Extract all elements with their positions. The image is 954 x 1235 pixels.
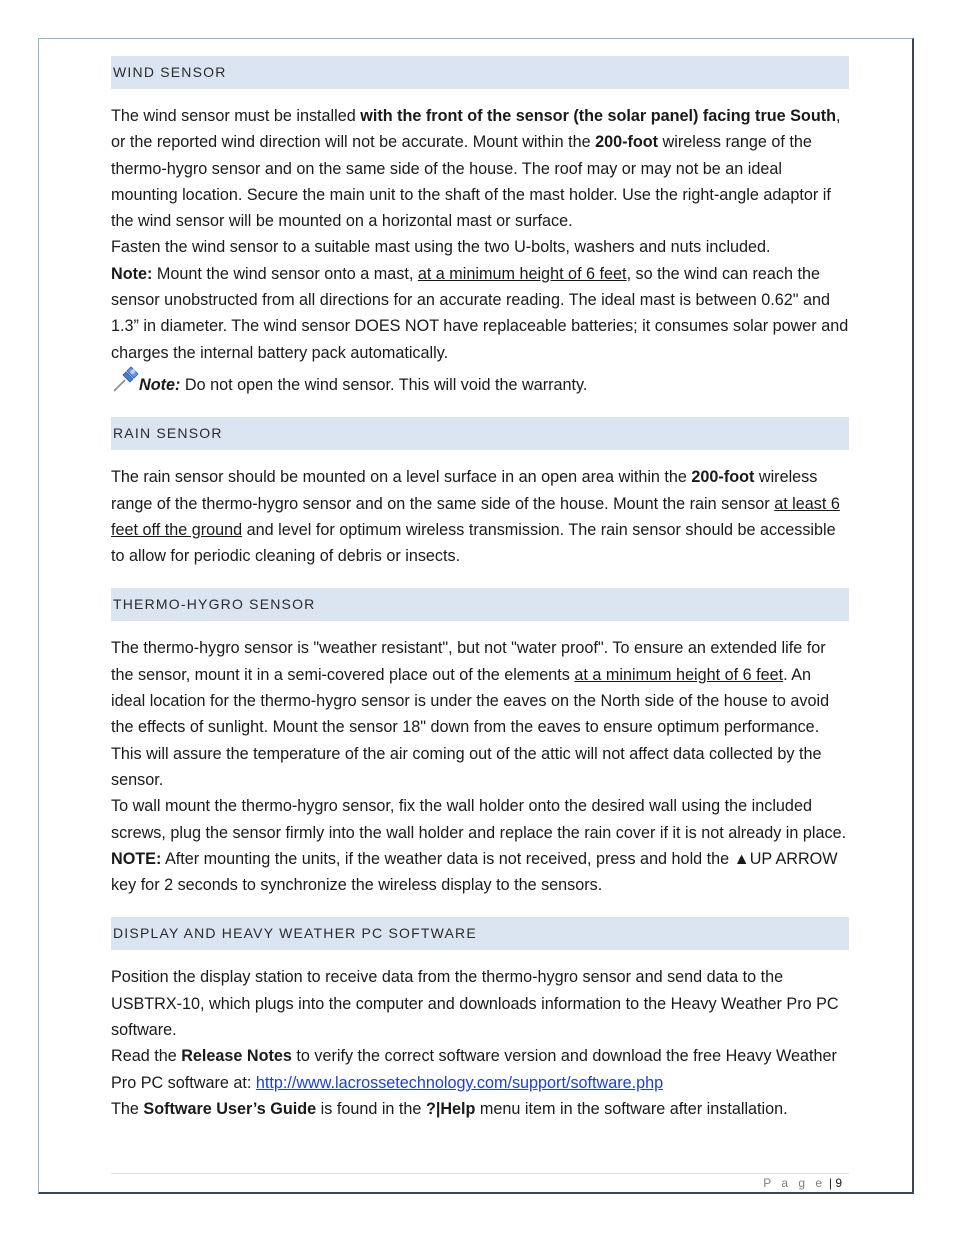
text-run: Do not open the wind sensor. This will void the warranty. (180, 375, 588, 394)
bold-run: with the front of the sensor (the solar panel) facing true South (360, 107, 836, 125)
underlined-run: at least 6 feet off the ground (111, 494, 840, 539)
software-download-link[interactable]: http://www.lacrossetechnology.com/support/software.php (255, 1073, 664, 1092)
text-run: wireless range of the thermo-hygro sensor and on the same side of the house. Mount the rain sensor (111, 468, 818, 513)
text-run: The wind sensor must be installed (111, 107, 361, 125)
page-number: 9 (835, 1176, 842, 1190)
thermo-paragraph-2 (111, 793, 849, 898)
text-run: The (111, 1099, 144, 1118)
warranty-note (111, 372, 849, 398)
section-heading-display-software: DISPLAY AND HEAVY WEATHER PC SOFTWARE (111, 917, 849, 950)
display-paragraph-2 (111, 1043, 849, 1096)
thermo-paragraph-1 (111, 635, 849, 793)
bold-run: Software User’s Guide (143, 1099, 317, 1118)
display-paragraph-3 (111, 1096, 849, 1122)
underlined-run: at a minimum height of 6 feet (574, 665, 784, 684)
note-label: Note: (111, 264, 153, 283)
text-run: wireless range of the thermo-hygro sensor and on the same side of the house. The roof may or may not be an ideal mounting location. Secure the main unit to the shaft of the mast holder. Use the right-angle adaptor if the wind sensor will be mounted on a horizontal mast or surface. (111, 133, 831, 231)
section-heading-wind-sensor: WIND SENSOR (111, 56, 849, 89)
text-run: . An ideal location for the thermo-hygro sensor is under the eaves on the North side of the house to avoid the effects of sunlight. Mount the sensor 18" down from the eaves to ensure optimum performance. This will assure the temperature of the air coming out of the attic will not affect data collected by the sensor. (111, 665, 830, 789)
rain-paragraph-1 (111, 464, 849, 569)
wind-paragraph-2: Fasten the wind sensor to a suitable mast using the two U-bolts, washers and nuts included. (111, 238, 771, 257)
page-footer (763, 1176, 842, 1190)
underlined-run: at a minimum height of 6 feet (417, 264, 627, 283)
text-run: , or the reported wind direction will not be accurate. Mount within the (111, 107, 841, 152)
bold-run: ?|Help (425, 1099, 476, 1118)
text-run: Read the (111, 1047, 182, 1066)
up-arrow-icon: ▲ (733, 849, 750, 868)
text-run: To wall mount the thermo-hygro sensor, fix the wall holder onto the desired wall using the included screws, plug the sensor firmly into the wall holder and replace the rain cover if it is not already in place. (111, 797, 847, 842)
text-run: , so the wind can reach the sensor unobstructed from all directions for an accurate reading. The ideal mast is between 0.62" and 1.3” in diameter. The wind sensor DOES NOT have replaceable batteries; it consumes solar power and charges the internal battery pack automatically. (111, 264, 849, 362)
page-content (111, 56, 849, 1122)
text-run: is found in the (316, 1099, 426, 1118)
footer-divider (111, 1173, 849, 1174)
text-run: menu item in the software after installation. (475, 1099, 788, 1118)
text-run: After mounting the units, if the weather data is not received, press and hold the (161, 849, 734, 868)
display-paragraph-1: Position the display station to receive data from the thermo-hygro sensor and send data to the USBTRX-10, which plugs into the computer and downloads information to the Heavy Weather Pro PC software. (111, 968, 839, 1040)
note-label-italic: Note: (139, 375, 181, 394)
bold-run: 200-foot (595, 133, 659, 152)
text-run: The thermo-hygro sensor is "weather resistant", but not "water proof". To ensure an extended life for the sensor, mount it in a semi-covered place out of the elements (111, 639, 826, 684)
page-label: P a g e (763, 1176, 826, 1190)
section-heading-rain-sensor: RAIN SENSOR (111, 417, 849, 450)
text-run: UP ARROW key for 2 seconds to synchronize the wireless display to the sensors. (111, 849, 838, 895)
bold-run: 200-foot (691, 468, 755, 487)
pushpin-icon (111, 364, 141, 394)
page-separator: | (825, 1176, 836, 1190)
wind-paragraph-1 (111, 103, 849, 234)
text-run: and level for optimum wireless transmission. The rain sensor should be accessible to allow for periodic cleaning of debris or insects. (111, 520, 836, 566)
text-run: to verify the correct software version and download the free Heavy Weather Pro PC software at: (111, 1047, 837, 1092)
bold-run: Release Notes (181, 1047, 292, 1066)
section-heading-thermo-hygro-sensor: THERMO-HYGRO SENSOR (111, 588, 849, 621)
note-label: NOTE: (111, 849, 162, 868)
text-run: The rain sensor should be mounted on a level surface in an open area within the (111, 468, 692, 487)
wind-paragraph-3 (111, 261, 849, 366)
text-run: Mount the wind sensor onto a mast, (152, 264, 418, 283)
